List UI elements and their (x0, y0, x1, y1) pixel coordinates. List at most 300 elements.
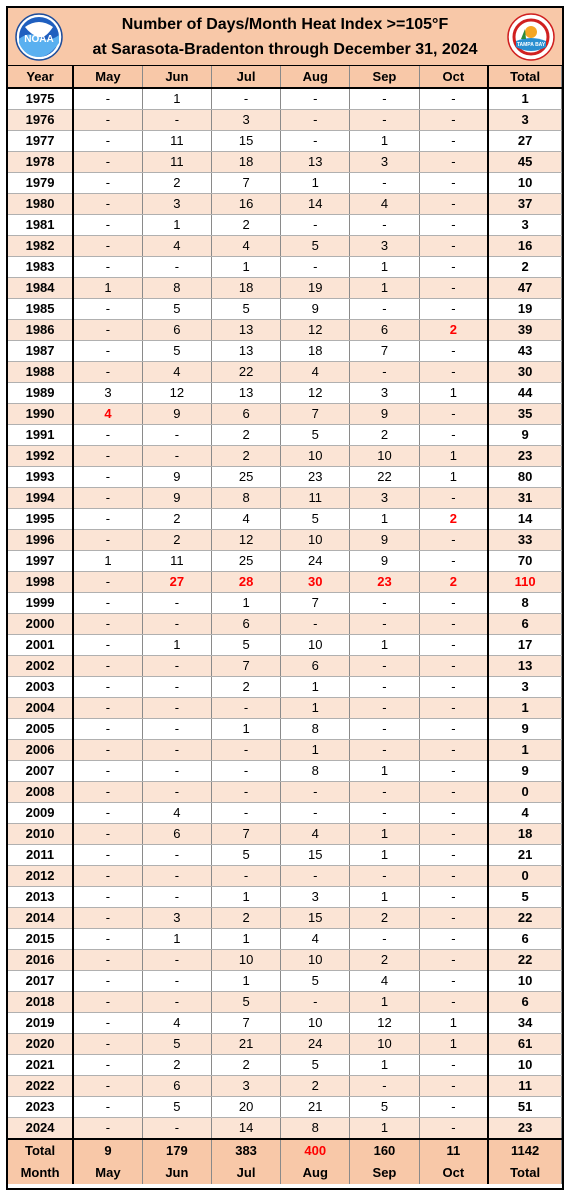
row-total-cell: 16 (488, 236, 561, 257)
cell-jul: 2 (211, 677, 280, 698)
row-total-cell: 3 (488, 215, 561, 236)
cell-aug: 11 (281, 488, 350, 509)
cell-oct: - (419, 110, 488, 131)
cell-may: - (73, 488, 142, 509)
year-cell: 2015 (8, 929, 73, 950)
row-total-cell: 11 (488, 1076, 561, 1097)
table-row (8, 635, 562, 656)
cell-jun: 2 (142, 1055, 211, 1076)
cell-jun: 27 (142, 572, 211, 593)
year-cell: 1987 (8, 341, 73, 362)
cell-aug: 21 (281, 1097, 350, 1118)
cell-jun: 6 (142, 1076, 211, 1097)
cell-aug: 15 (281, 845, 350, 866)
cell-aug: 13 (281, 152, 350, 173)
cell-sep: - (350, 593, 419, 614)
cell-may: - (73, 677, 142, 698)
cell-jul: - (211, 740, 280, 761)
year-cell: 2009 (8, 803, 73, 824)
table-row (8, 467, 562, 488)
cell-oct: - (419, 950, 488, 971)
cell-jun: 6 (142, 320, 211, 341)
year-cell: 1978 (8, 152, 73, 173)
year-cell: 2003 (8, 677, 73, 698)
table-row (8, 866, 562, 887)
cell-oct: - (419, 88, 488, 110)
cell-jun: 5 (142, 299, 211, 320)
cell-jun: 6 (142, 824, 211, 845)
table-row (8, 215, 562, 236)
cell-jul: 2 (211, 446, 280, 467)
cell-may: - (73, 740, 142, 761)
cell-oct: - (419, 173, 488, 194)
cell-jun: - (142, 971, 211, 992)
cell-sep: 3 (350, 383, 419, 404)
year-cell: 2007 (8, 761, 73, 782)
cell-aug: - (281, 110, 350, 131)
table-row (8, 131, 562, 152)
month-name-jul: Jul (211, 1161, 280, 1184)
year-cell: 2006 (8, 740, 73, 761)
cell-jul: - (211, 761, 280, 782)
cell-oct: - (419, 698, 488, 719)
row-total-cell: 70 (488, 551, 561, 572)
cell-aug: 10 (281, 635, 350, 656)
column-header-may: May (73, 66, 142, 88)
year-cell: 2016 (8, 950, 73, 971)
row-total-cell: 22 (488, 950, 561, 971)
cell-jun: 5 (142, 1097, 211, 1118)
year-cell: 1977 (8, 131, 73, 152)
year-cell: 2014 (8, 908, 73, 929)
row-total-cell: 27 (488, 131, 561, 152)
cell-aug: 5 (281, 971, 350, 992)
cell-jul: 16 (211, 194, 280, 215)
cell-may: - (73, 173, 142, 194)
cell-oct: - (419, 845, 488, 866)
cell-sep: - (350, 1076, 419, 1097)
cell-may: - (73, 593, 142, 614)
cell-jun: 11 (142, 131, 211, 152)
table-row (8, 887, 562, 908)
year-cell: 1975 (8, 88, 73, 110)
cell-oct: 2 (419, 572, 488, 593)
cell-jun: 4 (142, 362, 211, 383)
row-total-cell: 3 (488, 677, 561, 698)
row-total-cell: 80 (488, 467, 561, 488)
cell-jul: 13 (211, 341, 280, 362)
row-total-cell: 9 (488, 425, 561, 446)
table-row (8, 257, 562, 278)
row-total-cell: 31 (488, 488, 561, 509)
cell-aug: 1 (281, 740, 350, 761)
row-total-cell: 2 (488, 257, 561, 278)
row-total-cell: 10 (488, 971, 561, 992)
row-total-cell: 1 (488, 88, 561, 110)
cell-may: - (73, 908, 142, 929)
cell-jun: - (142, 446, 211, 467)
cell-jun: - (142, 782, 211, 803)
row-total-cell: 23 (488, 446, 561, 467)
cell-oct: - (419, 257, 488, 278)
cell-jul: 8 (211, 488, 280, 509)
svg-text:TAMPA BAY: TAMPA BAY (516, 42, 546, 48)
month-name-may: May (73, 1161, 142, 1184)
cell-may: - (73, 1034, 142, 1055)
cell-aug: 5 (281, 425, 350, 446)
cell-aug: 14 (281, 194, 350, 215)
row-total-cell: 39 (488, 320, 561, 341)
cell-may: - (73, 341, 142, 362)
cell-oct: - (419, 824, 488, 845)
table-row (8, 173, 562, 194)
table-row (8, 404, 562, 425)
cell-jul: - (211, 88, 280, 110)
year-cell: 1991 (8, 425, 73, 446)
cell-oct: - (419, 677, 488, 698)
row-total-cell: 51 (488, 1097, 561, 1118)
cell-jun: - (142, 257, 211, 278)
row-total-cell: 43 (488, 341, 561, 362)
cell-sep: - (350, 719, 419, 740)
cell-jun: 9 (142, 404, 211, 425)
total-may: 9 (73, 1139, 142, 1161)
cell-aug: 23 (281, 467, 350, 488)
row-total-cell: 0 (488, 782, 561, 803)
cell-jul: 14 (211, 1118, 280, 1140)
cell-may: - (73, 929, 142, 950)
cell-sep: 10 (350, 1034, 419, 1055)
cell-jul: 10 (211, 950, 280, 971)
row-total-cell: 35 (488, 404, 561, 425)
table-row (8, 572, 562, 593)
cell-aug: - (281, 215, 350, 236)
cell-may: - (73, 530, 142, 551)
cell-jul: 1 (211, 971, 280, 992)
total-sep: 160 (350, 1139, 419, 1161)
row-total-cell: 0 (488, 866, 561, 887)
cell-sep: 1 (350, 887, 419, 908)
cell-jun: - (142, 887, 211, 908)
year-cell: 1996 (8, 530, 73, 551)
year-cell: 1997 (8, 551, 73, 572)
cell-may: - (73, 824, 142, 845)
year-cell: 1993 (8, 467, 73, 488)
table-row (8, 110, 562, 131)
cell-oct: - (419, 425, 488, 446)
year-cell: 2018 (8, 992, 73, 1013)
cell-jun: 1 (142, 88, 211, 110)
cell-oct: - (419, 1055, 488, 1076)
cell-sep: 1 (350, 1055, 419, 1076)
cell-sep: 5 (350, 1097, 419, 1118)
cell-jul: 13 (211, 320, 280, 341)
cell-jul: 4 (211, 509, 280, 530)
cell-aug: 2 (281, 1076, 350, 1097)
cell-may: - (73, 782, 142, 803)
cell-aug: 4 (281, 824, 350, 845)
row-total-cell: 9 (488, 719, 561, 740)
year-cell: 2002 (8, 656, 73, 677)
cell-jun: 1 (142, 929, 211, 950)
cell-oct: - (419, 929, 488, 950)
cell-sep: - (350, 110, 419, 131)
table-row (8, 803, 562, 824)
cell-aug: - (281, 803, 350, 824)
cell-may: - (73, 152, 142, 173)
title-line-2: at Sarasota-Bradenton through December 31, 2024 (92, 41, 478, 58)
cell-jul: - (211, 698, 280, 719)
table-row (8, 530, 562, 551)
cell-jun: 1 (142, 635, 211, 656)
year-cell: 1995 (8, 509, 73, 530)
table-row (8, 992, 562, 1013)
year-cell: 1986 (8, 320, 73, 341)
row-total-cell: 10 (488, 173, 561, 194)
year-cell: 1988 (8, 362, 73, 383)
year-cell: 2004 (8, 698, 73, 719)
row-total-cell: 45 (488, 152, 561, 173)
year-cell: 1998 (8, 572, 73, 593)
cell-may: - (73, 425, 142, 446)
cell-oct: 2 (419, 320, 488, 341)
cell-jun: 11 (142, 152, 211, 173)
cell-jun: - (142, 719, 211, 740)
cell-sep: 3 (350, 236, 419, 257)
table-row (8, 362, 562, 383)
cell-jul: 1 (211, 887, 280, 908)
table-row (8, 908, 562, 929)
table-row (8, 383, 562, 404)
year-cell: 2008 (8, 782, 73, 803)
cell-may: - (73, 257, 142, 278)
cell-jul: 1 (211, 593, 280, 614)
table-row (8, 341, 562, 362)
cell-may: - (73, 719, 142, 740)
year-cell: 1980 (8, 194, 73, 215)
cell-oct: - (419, 215, 488, 236)
year-cell: 1984 (8, 278, 73, 299)
cell-jul: - (211, 803, 280, 824)
cell-may: - (73, 236, 142, 257)
row-total-cell: 34 (488, 1013, 561, 1034)
cell-sep: 4 (350, 971, 419, 992)
table-header-banner (8, 8, 562, 66)
cell-jun: - (142, 656, 211, 677)
cell-oct: - (419, 992, 488, 1013)
row-total-cell: 18 (488, 824, 561, 845)
cell-sep: 6 (350, 320, 419, 341)
cell-oct: - (419, 488, 488, 509)
cell-oct: 1 (419, 446, 488, 467)
row-total-cell: 33 (488, 530, 561, 551)
cell-sep: 9 (350, 530, 419, 551)
cell-may: - (73, 215, 142, 236)
cell-oct: - (419, 635, 488, 656)
year-cell: 2021 (8, 1055, 73, 1076)
table-row (8, 824, 562, 845)
cell-aug: 8 (281, 1118, 350, 1140)
month-name-sep: Sep (350, 1161, 419, 1184)
total-aug: 400 (281, 1139, 350, 1161)
year-cell: 1985 (8, 299, 73, 320)
cell-aug: 12 (281, 383, 350, 404)
nws-tampa-bay-logo-icon (507, 13, 555, 61)
totals-label: Total (8, 1139, 73, 1161)
cell-aug: 1 (281, 698, 350, 719)
column-header-jul: Jul (211, 66, 280, 88)
cell-oct: - (419, 803, 488, 824)
row-total-cell: 6 (488, 929, 561, 950)
table-row (8, 971, 562, 992)
cell-sep: 1 (350, 509, 419, 530)
row-total-cell: 14 (488, 509, 561, 530)
cell-jul: 18 (211, 278, 280, 299)
cell-jul: 15 (211, 131, 280, 152)
cell-oct: - (419, 152, 488, 173)
cell-aug: 24 (281, 1034, 350, 1055)
cell-jun: 1 (142, 215, 211, 236)
cell-sep: 12 (350, 1013, 419, 1034)
row-total-cell: 23 (488, 1118, 561, 1140)
cell-may: - (73, 362, 142, 383)
table-row (8, 320, 562, 341)
cell-jun: - (142, 1118, 211, 1140)
cell-jun: 5 (142, 1034, 211, 1055)
cell-jun: - (142, 698, 211, 719)
year-cell: 2020 (8, 1034, 73, 1055)
cell-may: - (73, 1118, 142, 1140)
cell-jul: 21 (211, 1034, 280, 1055)
table-row (8, 278, 562, 299)
cell-jul: - (211, 866, 280, 887)
cell-oct: - (419, 614, 488, 635)
cell-sep: - (350, 656, 419, 677)
cell-jul: 18 (211, 152, 280, 173)
cell-oct: - (419, 761, 488, 782)
cell-oct: - (419, 1118, 488, 1140)
cell-aug: 10 (281, 1013, 350, 1034)
cell-jul: 25 (211, 467, 280, 488)
year-cell: 2012 (8, 866, 73, 887)
cell-jun: 4 (142, 1013, 211, 1034)
table-row (8, 1097, 562, 1118)
cell-jul: 2 (211, 215, 280, 236)
cell-oct: - (419, 299, 488, 320)
row-total-cell: 5 (488, 887, 561, 908)
row-total-cell: 17 (488, 635, 561, 656)
cell-oct: - (419, 194, 488, 215)
cell-jun: - (142, 425, 211, 446)
cell-aug: 7 (281, 404, 350, 425)
cell-jun: 8 (142, 278, 211, 299)
cell-sep: 1 (350, 992, 419, 1013)
cell-aug: 18 (281, 341, 350, 362)
row-total-cell: 10 (488, 1055, 561, 1076)
cell-sep: 1 (350, 278, 419, 299)
cell-may: - (73, 761, 142, 782)
cell-aug: 10 (281, 530, 350, 551)
cell-jul: 3 (211, 110, 280, 131)
cell-aug: 10 (281, 950, 350, 971)
year-cell: 1981 (8, 215, 73, 236)
row-total-cell: 6 (488, 992, 561, 1013)
row-total-cell: 13 (488, 656, 561, 677)
cell-jun: 3 (142, 194, 211, 215)
cell-oct: - (419, 656, 488, 677)
cell-aug: 8 (281, 761, 350, 782)
cell-aug: 9 (281, 299, 350, 320)
row-total-cell: 61 (488, 1034, 561, 1055)
cell-sep: 3 (350, 152, 419, 173)
cell-may: - (73, 635, 142, 656)
table-row (8, 152, 562, 173)
cell-aug: 24 (281, 551, 350, 572)
cell-jul: 13 (211, 383, 280, 404)
cell-oct: 2 (419, 509, 488, 530)
cell-jun: - (142, 950, 211, 971)
cell-oct: - (419, 341, 488, 362)
cell-sep: - (350, 698, 419, 719)
cell-may: - (73, 572, 142, 593)
column-header-jun: Jun (142, 66, 211, 88)
cell-oct: - (419, 131, 488, 152)
cell-oct: - (419, 593, 488, 614)
cell-sep: 9 (350, 404, 419, 425)
cell-sep: 1 (350, 635, 419, 656)
cell-sep: - (350, 362, 419, 383)
cell-oct: - (419, 551, 488, 572)
cell-aug: 10 (281, 446, 350, 467)
cell-sep: 1 (350, 824, 419, 845)
table-row (8, 1076, 562, 1097)
year-cell: 1989 (8, 383, 73, 404)
cell-oct: - (419, 236, 488, 257)
month-label: Month (8, 1161, 73, 1184)
cell-jul: 5 (211, 299, 280, 320)
cell-aug: 1 (281, 677, 350, 698)
cell-aug: - (281, 614, 350, 635)
cell-may: - (73, 320, 142, 341)
cell-may: - (73, 698, 142, 719)
cell-jun: - (142, 614, 211, 635)
cell-aug: 5 (281, 509, 350, 530)
table-row (8, 614, 562, 635)
cell-aug: - (281, 131, 350, 152)
cell-jun: - (142, 110, 211, 131)
row-total-cell: 1 (488, 698, 561, 719)
cell-may: - (73, 299, 142, 320)
cell-jun: 5 (142, 341, 211, 362)
heat-index-sheet (6, 6, 564, 1190)
year-cell: 1979 (8, 173, 73, 194)
cell-oct: - (419, 782, 488, 803)
cell-aug: 5 (281, 1055, 350, 1076)
cell-sep: - (350, 677, 419, 698)
cell-may: 3 (73, 383, 142, 404)
cell-jun: - (142, 677, 211, 698)
cell-may: - (73, 950, 142, 971)
cell-may: - (73, 971, 142, 992)
total-label: Total (488, 1161, 561, 1184)
table-row (8, 425, 562, 446)
cell-sep: 2 (350, 425, 419, 446)
cell-aug: 19 (281, 278, 350, 299)
cell-jun: 2 (142, 530, 211, 551)
table-row (8, 194, 562, 215)
row-total-cell: 37 (488, 194, 561, 215)
year-cell: 2005 (8, 719, 73, 740)
